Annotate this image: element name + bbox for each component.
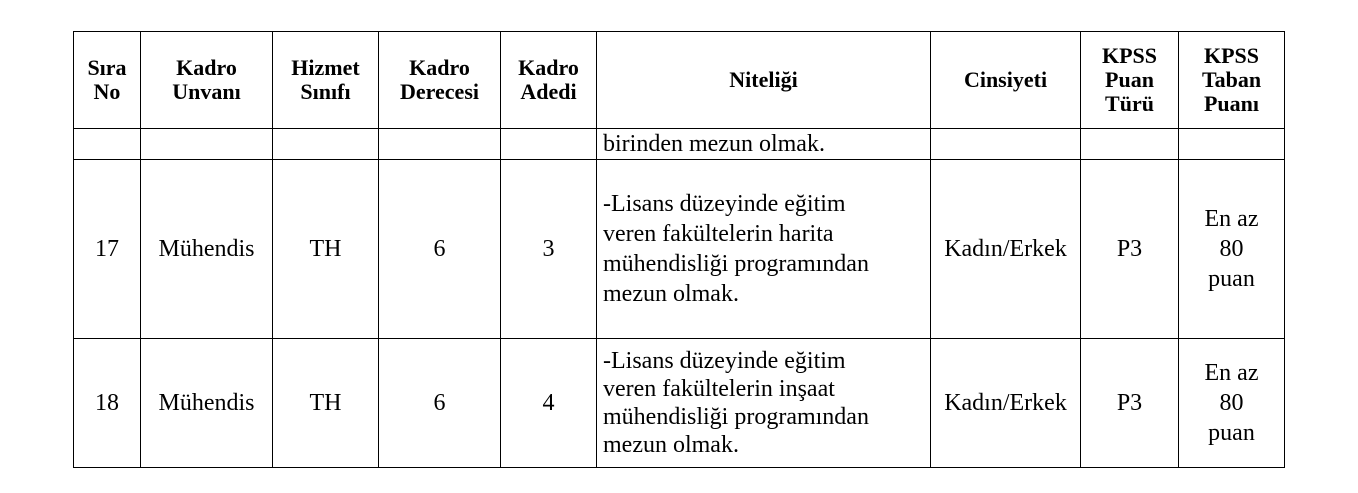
sira-no-cell: 18 [74, 339, 141, 468]
kadro-derecesi-cell: 6 [379, 160, 501, 339]
nitelik-cell: -Lisans düzeyinde eğitim veren fakültelerin harita mühendisliği programından mezun olmak. [597, 160, 931, 339]
hizmet-sinifi-cell: TH [273, 160, 379, 339]
puan-turu-cell: P3 [1081, 160, 1179, 339]
taban-puani-cell: En az 80 puan [1179, 339, 1285, 468]
header-niteligi: Niteliği [597, 32, 931, 129]
table-cell [74, 129, 141, 160]
kadro-adedi-cell: 4 [501, 339, 597, 468]
cinsiyet-cell: Kadın/Erkek [931, 339, 1081, 468]
table-row [74, 160, 1285, 339]
kadro-unvani-cell: Mühendis [141, 339, 273, 468]
position-table [73, 31, 1285, 468]
table-cell [1081, 129, 1179, 160]
table-cell [141, 129, 273, 160]
continuation-nitelik: birinden mezun olmak. [597, 129, 931, 160]
table-cell [501, 129, 597, 160]
header-row [74, 32, 1285, 129]
kadro-unvani-cell: Mühendis [141, 160, 273, 339]
taban-puani-cell: En az 80 puan [1179, 160, 1285, 339]
table-cell [1179, 129, 1285, 160]
table-cell [379, 129, 501, 160]
hizmet-sinifi-cell: TH [273, 339, 379, 468]
kadro-adedi-cell: 3 [501, 160, 597, 339]
sira-no-cell: 17 [74, 160, 141, 339]
table-row [74, 339, 1285, 468]
header-cinsiyeti: Cinsiyeti [931, 32, 1081, 129]
table-cell [931, 129, 1081, 160]
header-kpss-taban-puani: KPSS Taban Puanı [1179, 32, 1285, 129]
kadro-derecesi-cell: 6 [379, 339, 501, 468]
header-kadro-unvani: Kadro Unvanı [141, 32, 273, 129]
header-kpss-puan-turu: KPSS Puan Türü [1081, 32, 1179, 129]
cinsiyet-cell: Kadın/Erkek [931, 160, 1081, 339]
table-cell [273, 129, 379, 160]
header-kadro-adedi: Kadro Adedi [501, 32, 597, 129]
header-hizmet-sinifi: Hizmet Sınıfı [273, 32, 379, 129]
puan-turu-cell: P3 [1081, 339, 1179, 468]
header-kadro-derecesi: Kadro Derecesi [379, 32, 501, 129]
header-sira-no: Sıra No [74, 32, 141, 129]
continuation-row [74, 129, 1285, 160]
nitelik-cell: -Lisans düzeyinde eğitim veren fakültelerin inşaat mühendisliği programından mezun olmak. [597, 339, 931, 468]
